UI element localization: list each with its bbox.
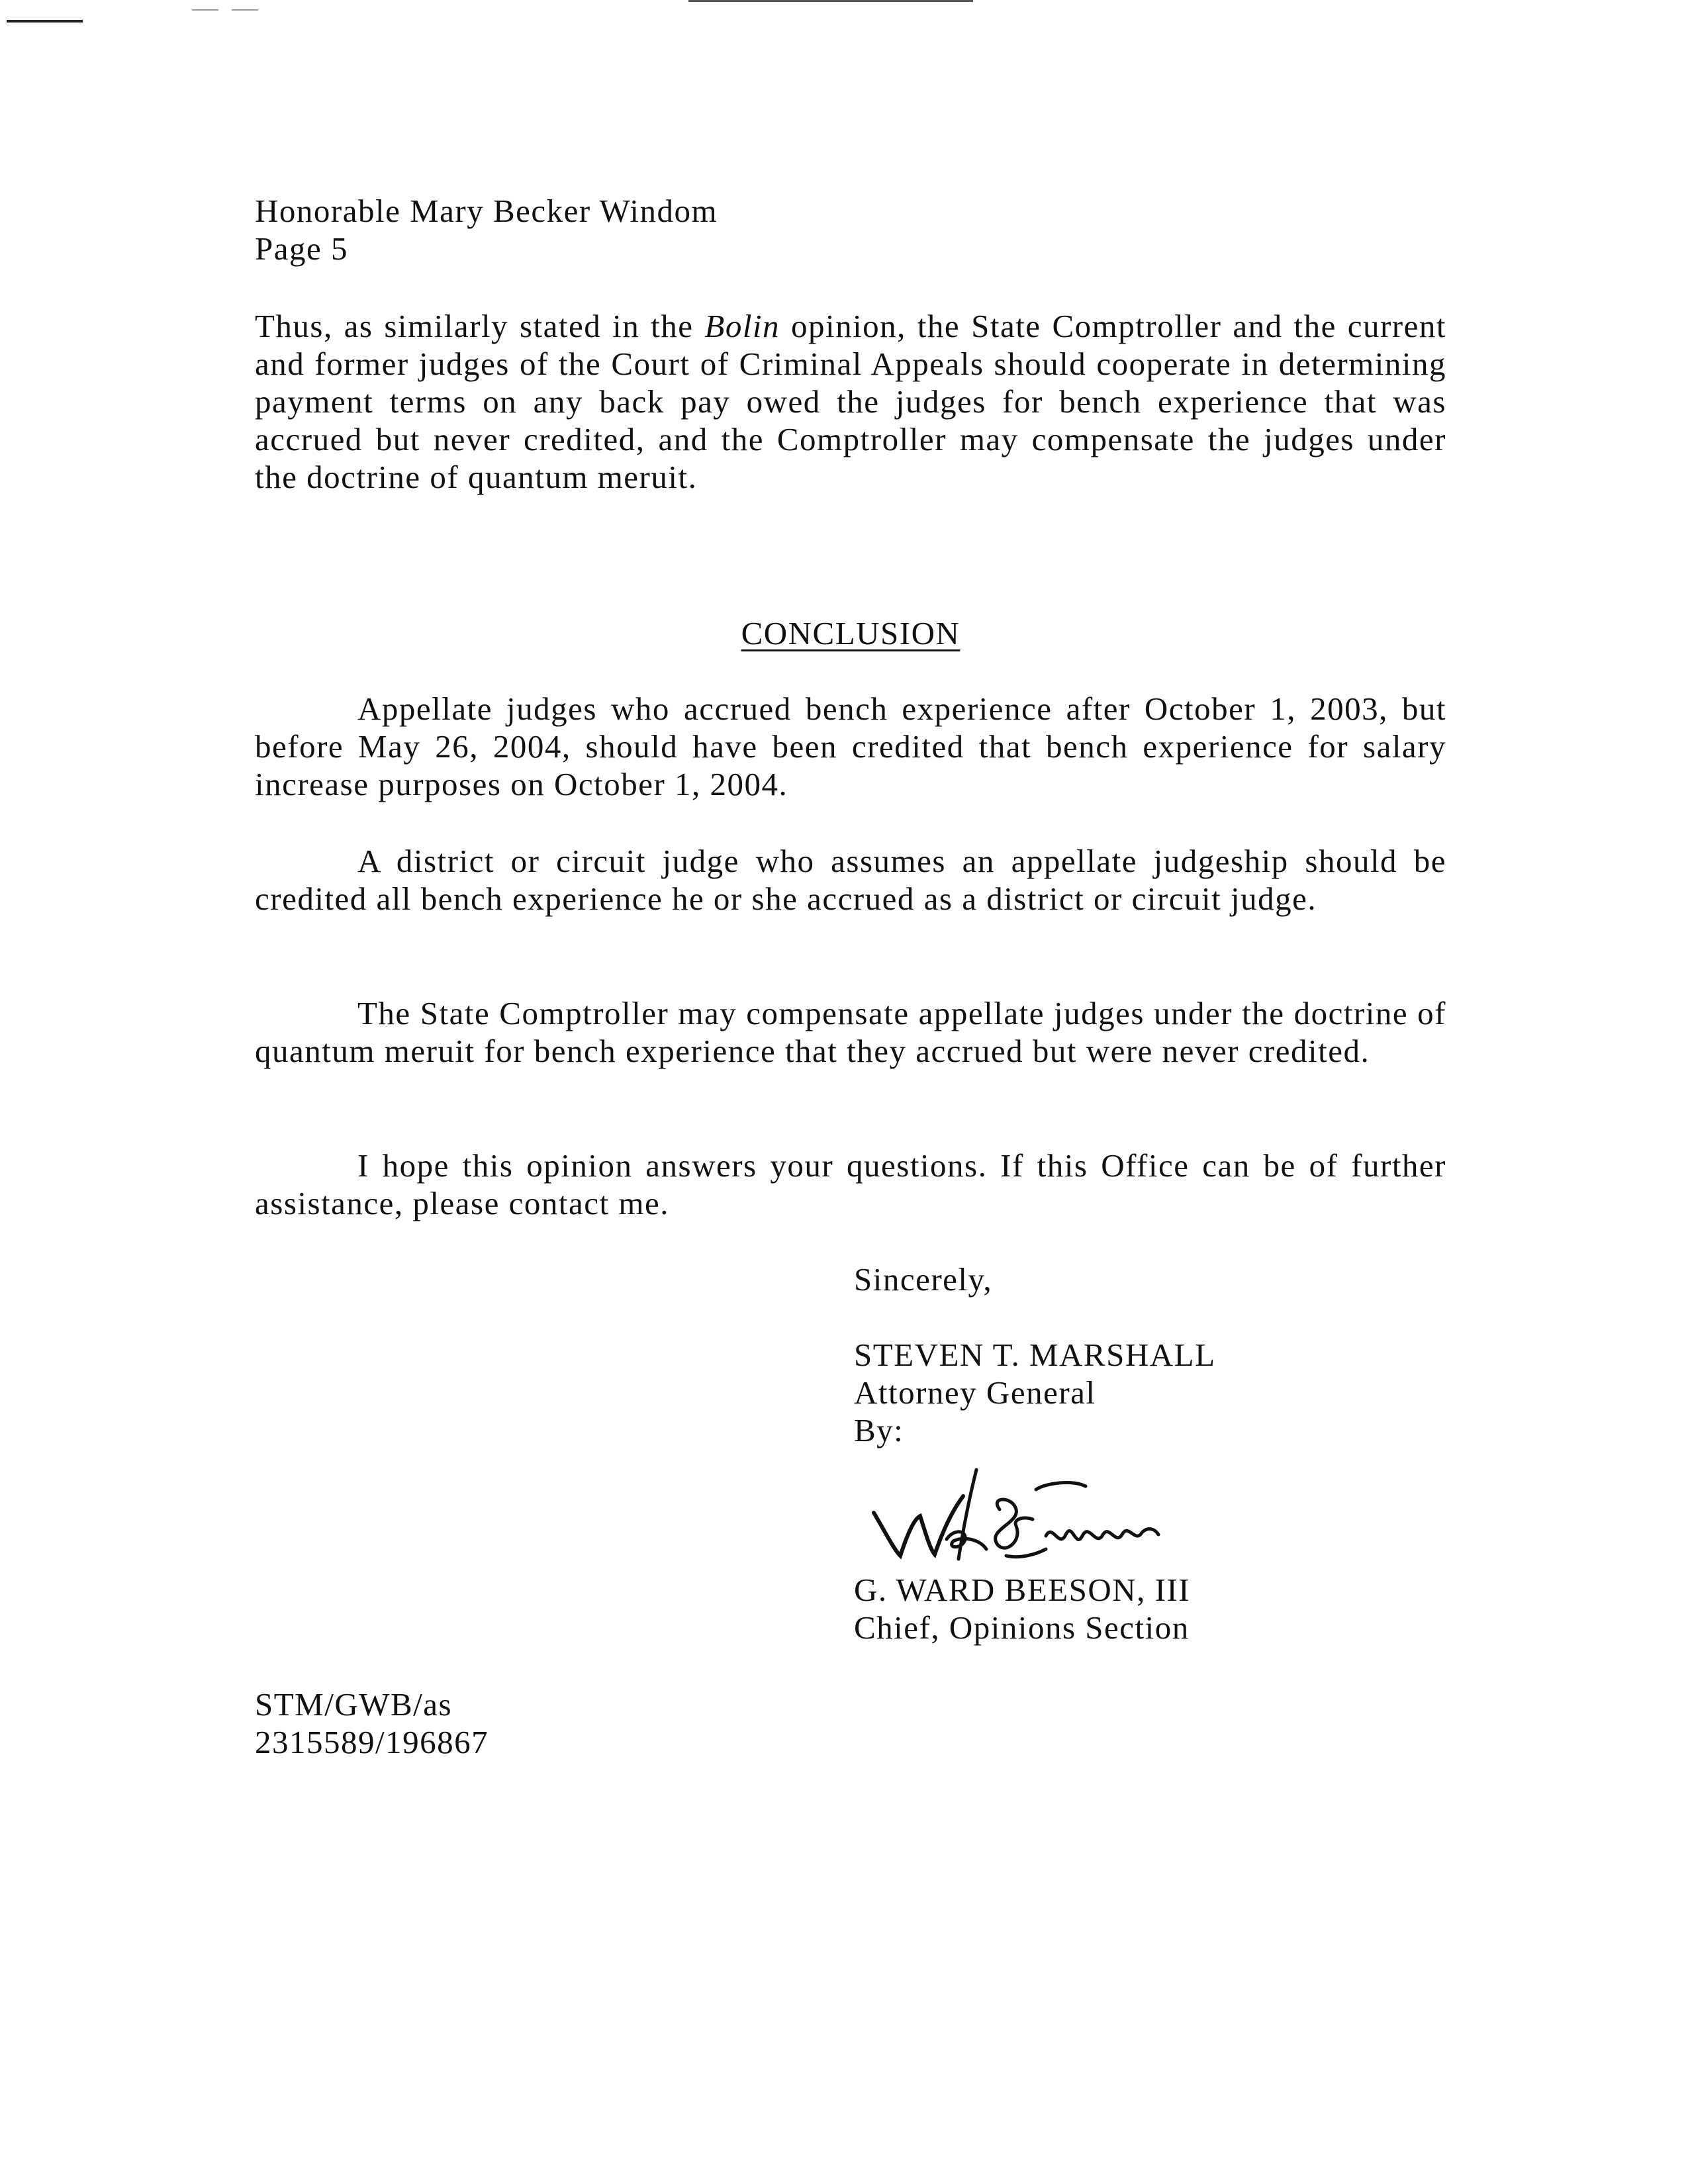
- conclusion-heading-text: CONCLUSION: [741, 615, 961, 651]
- paragraph-bolin-start: Thus, as similarly stated in the: [255, 308, 705, 344]
- sincerely-line: [854, 1260, 1450, 1298]
- signature-text: W. Ward Beeson: [847, 1456, 852, 1457]
- scan-artifact: [192, 9, 218, 11]
- by-label: By:: [854, 1412, 904, 1448]
- paragraph-accrued-experience: Appellate judges who accrued bench experience after October 1, 2003, but before May 26, 2004, should have been credited that bench experience for salary increase purposes on October 1, 2004.: [255, 690, 1446, 802]
- attorney-general-title: Attorney General: [854, 1374, 1096, 1411]
- sincerely-text: Sincerely,: [854, 1261, 993, 1298]
- paragraph-bolin: [255, 307, 1446, 496]
- paragraph-closing-remark: I hope this opinion answers your questions. If this Office can be of further assistance, please contact me.: [255, 1147, 1446, 1221]
- handwritten-signature: [847, 1456, 1218, 1572]
- letter-header: [255, 192, 917, 267]
- case-name: Bolin: [704, 308, 780, 344]
- conclusion-heading: [255, 614, 1446, 652]
- paragraph-bolin-rest: opinion, the State Comptroller and the current and former judges of the Court of Criminal Appeals should cooperate in determining payment terms on any back pay owed the judges for bench experience that was accrued but never credited, and the Comptroller may compensate the judges under the doctrine of quantum meruit.: [255, 308, 1446, 495]
- scan-artifact: [7, 20, 83, 23]
- scan-artifact: [232, 9, 258, 11]
- recipient-line: Honorable Mary Becker Windom: [255, 193, 718, 229]
- signer-name: G. WARD BEESON, III: [854, 1572, 1191, 1608]
- typist-initials: STM/GWB/as: [255, 1686, 453, 1723]
- paragraph-district-judge: A district or circuit judge who assumes an appellate judgeship should be credited all bench experience he or she accrued as a district or circuit judge.: [255, 843, 1446, 917]
- reference-block: [255, 1685, 784, 1761]
- scan-artifact: [688, 0, 973, 2]
- document-reference-number: 2315589/196867: [255, 1724, 489, 1760]
- paragraph-quantum-meruit: The State Comptroller may compensate appellate judges under the doctrine of quantum meruit for bench experience that they accrued but were never credited.: [255, 995, 1446, 1069]
- attorney-general-block: [854, 1336, 1450, 1449]
- signer-block: [854, 1571, 1450, 1646]
- page-number: Page 5: [255, 230, 348, 267]
- attorney-general-name: STEVEN T. MARSHALL: [854, 1337, 1216, 1373]
- signer-title: Chief, Opinions Section: [854, 1609, 1190, 1646]
